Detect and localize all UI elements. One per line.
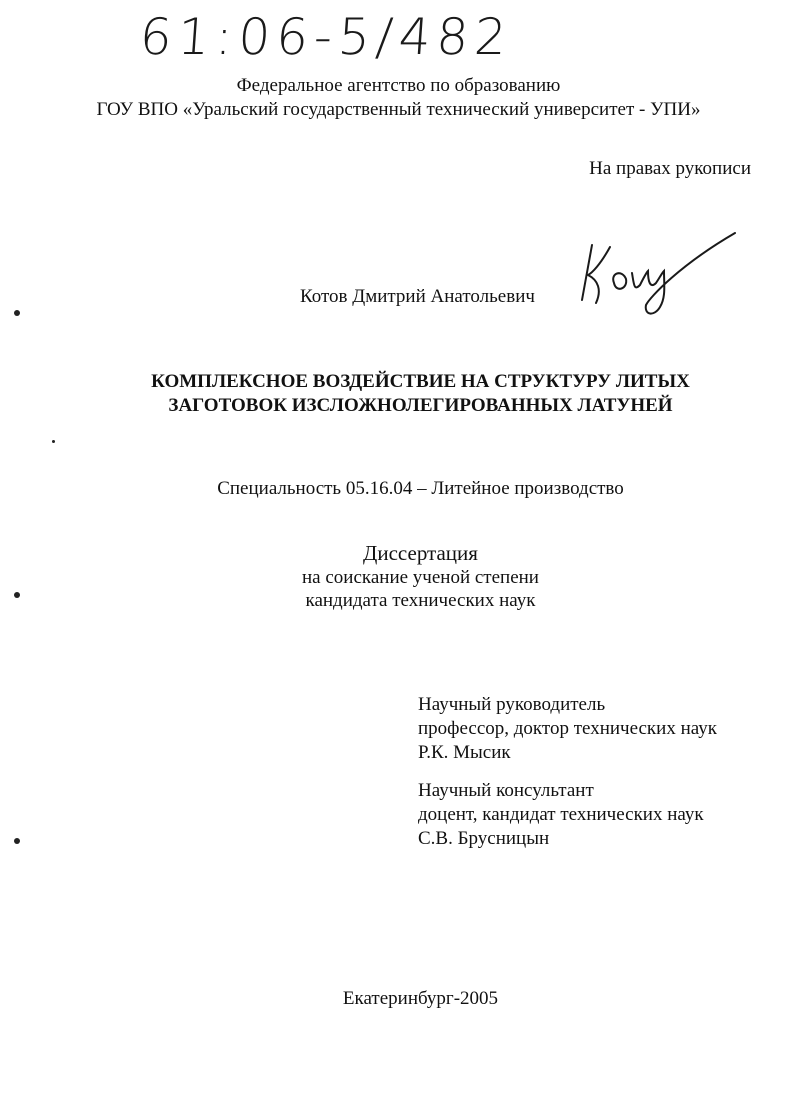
title-line-2: ЗАГОТОВОК ИЗСЛОЖНОЛЕГИРОВАННЫХ ЛАТУНЕЙ <box>168 395 673 416</box>
scan-speck <box>52 440 55 443</box>
university-line: ГОУ ВПО «Уральский государственный технический университет - УПИ» <box>96 99 701 120</box>
supervisor-title: профессор, доктор технических наук <box>418 718 717 739</box>
city-year: Екатеринбург-2005 <box>342 988 499 1009</box>
consultant-block <box>418 779 704 851</box>
consultant-name: С.В. Брусницын <box>418 828 550 849</box>
supervisor-block <box>418 693 717 765</box>
consultant-role: Научный консультант <box>418 780 594 801</box>
signature-image <box>570 225 740 320</box>
scan-speck <box>14 838 20 844</box>
specialty-line: Специальность 05.16.04 – Литейное производство <box>217 478 624 499</box>
supervisor-role: Научный руководитель <box>418 694 606 715</box>
title-line-1: КОМПЛЕКСНОЕ ВОЗДЕЙСТВИЕ НА СТРУКТУРУ ЛИТЫХ <box>151 371 690 392</box>
rights-note: На правах рукописи <box>589 158 751 179</box>
dissertation-line-2: кандидата технических наук <box>305 590 536 611</box>
archive-number: 61:06-5/482 <box>137 8 515 66</box>
supervisor-name: Р.К. Мысик <box>418 742 511 763</box>
scan-speck <box>14 310 20 316</box>
dissertation-line-1: на соискание ученой степени <box>302 567 539 588</box>
dissertation-heading: Диссертация <box>363 541 478 565</box>
agency-line: Федеральное агентство по образованию <box>236 75 561 96</box>
consultant-title: доцент, кандидат технических наук <box>418 804 704 825</box>
author-name: Котов Дмитрий Анатольевич <box>300 286 535 307</box>
scan-speck <box>14 592 20 598</box>
